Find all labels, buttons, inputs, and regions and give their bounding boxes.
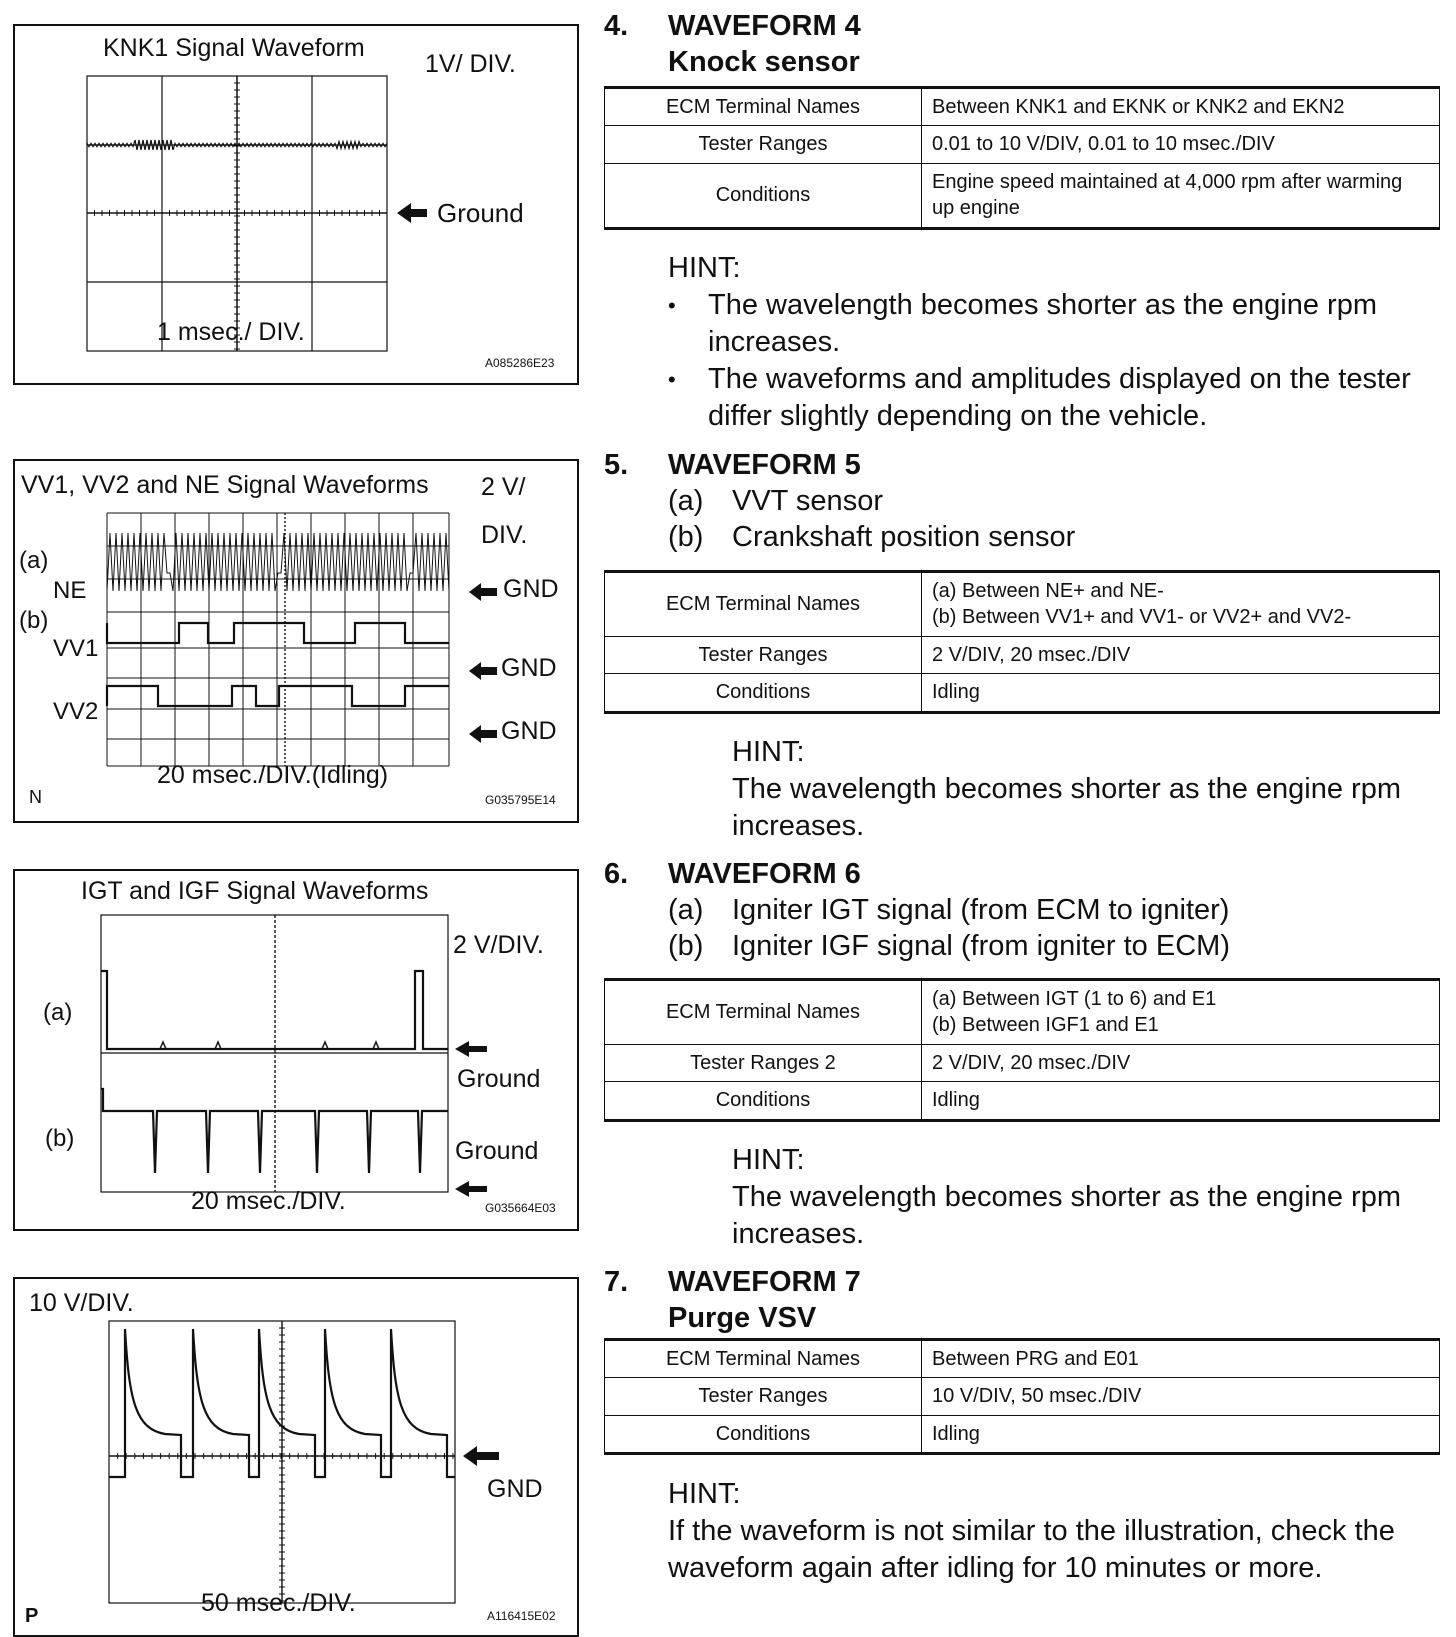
knk1-title: KNK1 Signal Waveform xyxy=(103,34,365,62)
table-value: Engine speed maintained at 4,000 rpm after warming up engine xyxy=(922,163,1440,228)
gnd-arrow-icon xyxy=(469,662,497,680)
table-row xyxy=(605,572,1440,637)
section-item: (b) Crankshaft position sensor xyxy=(668,521,1076,553)
igt-igf-figure-id: G035664E03 xyxy=(485,1201,556,1215)
table-key: Tester Ranges xyxy=(605,636,922,673)
section-subtitle: Purge VSV xyxy=(668,1302,817,1334)
vv-ne-label-b: (b) xyxy=(19,607,49,634)
section-title: WAVEFORM 4 xyxy=(668,10,861,42)
prg-scale: 10 V/DIV. xyxy=(29,1289,134,1317)
section-subtitle: Knock sensor xyxy=(668,46,860,78)
table-row xyxy=(605,88,1440,126)
table-row xyxy=(605,980,1440,1045)
hint-label: HINT: xyxy=(732,736,805,768)
hint-label: HINT: xyxy=(668,252,741,284)
waveform-6-spec-table xyxy=(604,978,1440,1122)
hint-text: The wavelength becomes shorter as the engine rpm increases. xyxy=(732,773,1401,842)
ne-gnd-label: GND xyxy=(503,575,559,603)
vv1-wave xyxy=(107,623,449,643)
igt-igf-scale: 2 V/DIV. xyxy=(453,931,544,959)
table-value: (a) Between NE+ and NE- (b) Between VV1+ and VV1- or VV2+ and VV2- xyxy=(922,572,1440,637)
waveform-4-hint xyxy=(668,250,1438,435)
figure-igt-igf-waveforms xyxy=(13,869,579,1231)
knk1-scale: 1V/ DIV. xyxy=(425,50,516,78)
section-item: (a) VVT sensor xyxy=(668,485,883,517)
vv2-wave xyxy=(107,686,449,706)
table-row xyxy=(605,1044,1440,1081)
hint-text: The wavelength becomes shorter as the engine rpm increases. xyxy=(732,1181,1401,1250)
table-value: Idling xyxy=(922,1082,1440,1120)
figure-purge-vsv-waveform xyxy=(13,1277,579,1637)
gnd-arrow-icon xyxy=(463,1446,499,1466)
table-key: Conditions xyxy=(605,1082,922,1120)
section-number: 7. xyxy=(604,1266,629,1298)
table-key: ECM Terminal Names xyxy=(605,572,922,637)
section-title: WAVEFORM 6 xyxy=(668,858,861,890)
table-key: Conditions xyxy=(605,674,922,712)
ground-arrow-icon xyxy=(455,1181,487,1197)
table-row xyxy=(605,126,1440,163)
vv-ne-title: VV1, VV2 and NE Signal Waveforms xyxy=(21,471,429,499)
table-key: ECM Terminal Names xyxy=(605,88,922,126)
waveform-5-spec-table xyxy=(604,570,1440,714)
table-row xyxy=(605,674,1440,712)
table-row xyxy=(605,1082,1440,1120)
vv1-label: VV1 xyxy=(53,635,99,662)
table-value: (a) Between IGT (1 to 6) and E1 (b) Between IGF1 and E1 xyxy=(922,980,1440,1045)
section-number: 6. xyxy=(604,858,629,890)
purge-vsv-oscilloscope-graph xyxy=(15,1279,577,1635)
hint-label: HINT: xyxy=(732,1144,805,1176)
igt-label-a: (a) xyxy=(43,999,73,1026)
table-key: Conditions xyxy=(605,163,922,228)
vv-ne-scale-1: 2 V/ xyxy=(481,473,526,501)
table-key: ECM Terminal Names xyxy=(605,1340,922,1378)
igt-igf-oscilloscope-graph xyxy=(15,871,577,1229)
figure-knk1-waveform xyxy=(13,24,579,385)
table-row xyxy=(605,1415,1440,1453)
section-title: WAVEFORM 7 xyxy=(668,1266,861,1298)
section-number: 5. xyxy=(604,449,629,481)
igt-igf-title: IGT and IGF Signal Waveforms xyxy=(81,877,429,905)
igt-igf-time-scale: 20 msec./DIV. xyxy=(191,1187,346,1215)
section-item: (a) Igniter IGT signal (from ECM to igniter) xyxy=(668,894,1230,926)
waveform-6-hint xyxy=(732,1142,1438,1253)
prg-corner-mark: P xyxy=(25,1605,39,1627)
table-row xyxy=(605,163,1440,228)
vv2-gnd-label: GND xyxy=(501,717,557,745)
waveform-7-hint xyxy=(668,1476,1443,1587)
vv-ne-scale-2: DIV. xyxy=(481,521,528,549)
waveform-4-spec-table xyxy=(604,86,1440,230)
igf-ground-label: Ground xyxy=(455,1137,539,1165)
ground-arrow-icon xyxy=(455,1041,487,1057)
table-value: 2 V/DIV, 20 msec./DIV xyxy=(922,636,1440,673)
figure-vv-ne-waveforms xyxy=(13,459,579,823)
table-value: Between KNK1 and EKNK or KNK2 and EKN2 xyxy=(922,88,1440,126)
table-value: 0.01 to 10 V/DIV, 0.01 to 10 msec./DIV xyxy=(922,126,1440,163)
table-row xyxy=(605,1378,1440,1415)
hint-bullet: • The wavelength becomes shorter as the engine rpm increases. xyxy=(668,287,1438,361)
vv-ne-figure-id: G035795E14 xyxy=(485,793,556,807)
table-value: 10 V/DIV, 50 msec./DIV xyxy=(922,1378,1440,1415)
gnd-arrow-icon xyxy=(469,725,497,743)
prg-time-scale: 50 msec./DIV. xyxy=(201,1589,356,1617)
vv-ne-corner-mark: N xyxy=(29,787,42,807)
table-value: Between PRG and E01 xyxy=(922,1340,1440,1378)
table-value: Idling xyxy=(922,674,1440,712)
table-key: Tester Ranges xyxy=(605,126,922,163)
table-row xyxy=(605,636,1440,673)
waveform-5-hint xyxy=(732,734,1438,845)
hint-label: HINT: xyxy=(668,1478,741,1510)
section-title: WAVEFORM 5 xyxy=(668,449,861,481)
table-value: Idling xyxy=(922,1415,1440,1453)
hint-text: If the waveform is not similar to the illustration, check the waveform again after idling for 10 minutes or more. xyxy=(668,1515,1395,1584)
knk1-time-scale: 1 msec./ DIV. xyxy=(157,318,305,346)
prg-gnd-label: GND xyxy=(487,1475,543,1503)
table-key: Conditions xyxy=(605,1415,922,1453)
vv1-gnd-label: GND xyxy=(501,654,557,682)
hint-bullet: • The waveforms and amplitudes displayed on the tester differ slightly depending on the vehicle. xyxy=(668,361,1438,435)
table-row xyxy=(605,1340,1440,1378)
ne-label: NE xyxy=(53,577,87,604)
table-value: 2 V/DIV, 20 msec./DIV xyxy=(922,1044,1440,1081)
gnd-arrow-icon xyxy=(469,583,497,601)
section-item: (b) Igniter IGF signal (from igniter to ECM) xyxy=(668,930,1230,962)
vv-ne-label-a: (a) xyxy=(19,547,49,574)
section-number: 4. xyxy=(604,10,629,42)
vv2-label: VV2 xyxy=(53,698,99,725)
table-key: Tester Ranges 2 xyxy=(605,1044,922,1081)
table-key: ECM Terminal Names xyxy=(605,980,922,1045)
prg-figure-id: A116415E02 xyxy=(487,1609,556,1623)
table-key: Tester Ranges xyxy=(605,1378,922,1415)
ground-arrow-icon xyxy=(397,203,427,223)
waveform-7-spec-table xyxy=(604,1338,1440,1455)
igf-label-b: (b) xyxy=(45,1125,75,1152)
igt-ground-label: Ground xyxy=(457,1065,541,1093)
knk1-figure-id: A085286E23 xyxy=(485,356,555,370)
vv-ne-time-scale: 20 msec./DIV.(Idling) xyxy=(157,761,389,789)
knk1-ground-label: Ground xyxy=(437,198,524,228)
